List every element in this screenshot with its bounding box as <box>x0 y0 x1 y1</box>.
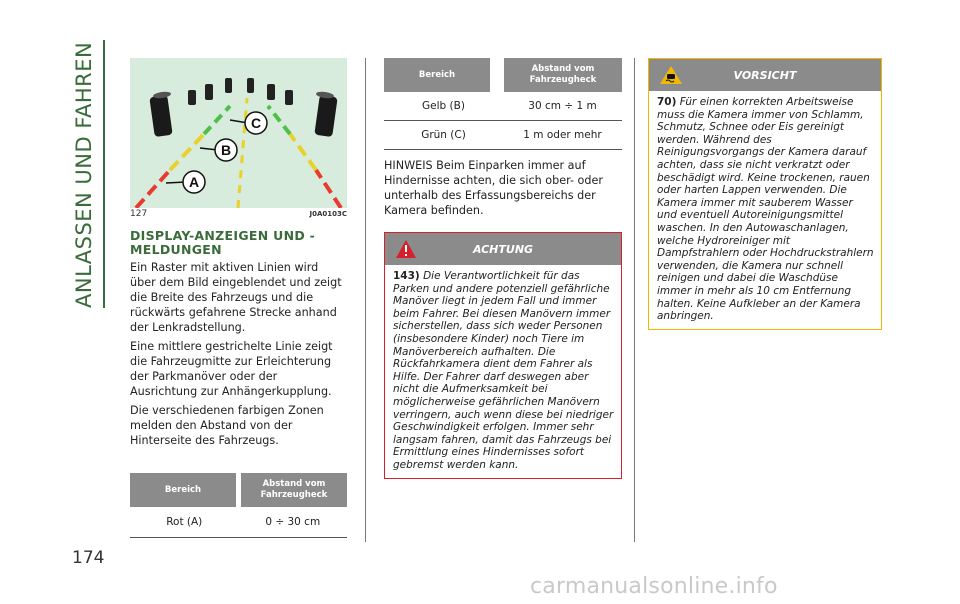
chapter-title: ANLASSEN UND FAHREN <box>72 41 96 308</box>
figure-code: J0A0103C <box>309 210 347 218</box>
figure-number: 127 <box>130 209 148 219</box>
parking-grid-illustration <box>130 58 347 208</box>
page-number: 174 <box>72 548 105 568</box>
note-paragraph: HINWEIS Beim Einparken immer auf Hindernisse achten, die sich ober- oder unterhalb des Erfassungsbereichs der Kamera befinden. <box>384 159 603 217</box>
camera-figure <box>130 58 347 208</box>
warning-body <box>385 265 621 478</box>
warning-text: Die Verantwortlichkeit für das Parken und andere potenziell gefährliche Manöver liegt in jedem Fall und immer beim Fahrer. Bei diesen Manövern immer sicherstellen, dass sich weder Personen (insbesondere Kinder) noch Tiere im Manöverbereich aufhalten. Die Rückfahrkamera dient dem Fahrer als Hilfe. Der Fahrer darf deswegen aber nicht die Aufmerksamkeit bei möglicherweise gefährlichen Manövern verringern, auch wenn diese bei niedriger Geschwindigkeit erfolgen. Immer sehr langsam fahren, damit das Fahrzeugs bei Ermittlung eines Hindernisses sofort gebremst werden kann. <box>393 270 614 471</box>
column-divider <box>634 58 635 542</box>
table-header-zone: Bereich <box>384 58 490 92</box>
column-divider <box>365 58 366 542</box>
caution-number: 70) <box>657 96 677 108</box>
table-header-zone: Bereich <box>130 473 236 507</box>
section-heading: DISPLAY-ANZEIGEN UND -MELDUNGEN <box>130 228 316 257</box>
watermark: carmanualsonline.info <box>530 574 778 599</box>
caution-text: Für einen korrekten Arbeitsweise muss die Kamera immer von Schlamm, Schmutz, Schnee oder Eis gereinigt werden. Während des Reinigungsvorgangs der Kamera darauf achten, dass sie nicht verkratzt oder beschädigt wird. Keine trockenen, rauen oder harten Lappen verwenden. Die Kamera immer mit sauberem Wasser und eventuell Autoreinigungsmittel waschen. In den Autowaschanlagen, welche Hydroreiniger mit Dampfstrahlern oder Hochdruckstrahlern verwenden, die Kamera nur schnell reinigen und dabei die Waschdüse immer in mehr als 10 cm Entfernung halten. Keine Aufkleber an der Kamera anbringen. <box>657 96 874 323</box>
figure-caption <box>130 209 347 223</box>
warning-title: ACHTUNG <box>472 242 534 256</box>
zone-label-a: A <box>188 174 200 190</box>
caution-box <box>648 58 882 330</box>
warning-triangle-icon <box>395 239 417 259</box>
table-header <box>130 473 347 507</box>
zone-label-c: C <box>250 115 262 131</box>
caution-title: VORSICHT <box>733 68 797 82</box>
caution-header <box>649 59 881 91</box>
chapter-rule <box>103 40 105 308</box>
zone-label-b: B <box>220 142 232 158</box>
paragraph: Ein Raster mit aktiven Linien wird über dem Bild eingeblendet und zeigt die Breite des Fahrzeugs und die rückwärts gefahrene Strecke anhand der Lenkradstellung. <box>130 261 342 334</box>
column-left <box>130 58 347 538</box>
warning-header <box>385 233 621 265</box>
table-row: Grün (C) 1 m oder mehr <box>384 121 622 150</box>
table-header-distance: Abstand vom Fahrzeugheck <box>241 473 347 507</box>
table-header-distance: Abstand vom Fahrzeugheck <box>504 58 622 92</box>
table-row: Gelb (B) 30 cm ÷ 1 m <box>384 92 622 121</box>
warning-number: 143) <box>393 270 420 282</box>
table-row: Rot (A) 0 ÷ 30 cm <box>130 507 347 538</box>
car-skid-icon <box>659 65 683 85</box>
column-right <box>648 58 882 330</box>
distance-table-part1 <box>130 473 347 538</box>
paragraph: Eine mittlere gestrichelte Linie zeigt die Fahrzeugmitte zur Erleichterung der Parkmanöver oder der Ausrichtung zur Anhängerkupplung. <box>130 340 333 398</box>
column-middle <box>384 58 622 479</box>
distance-table-part2 <box>384 58 622 150</box>
caution-body <box>649 91 881 329</box>
paragraph: Die verschiedenen farbigen Zonen melden den Abstand von der Hinterseite des Fahrzeugs. <box>130 404 324 447</box>
table-header <box>384 58 622 92</box>
warning-box <box>384 232 622 479</box>
